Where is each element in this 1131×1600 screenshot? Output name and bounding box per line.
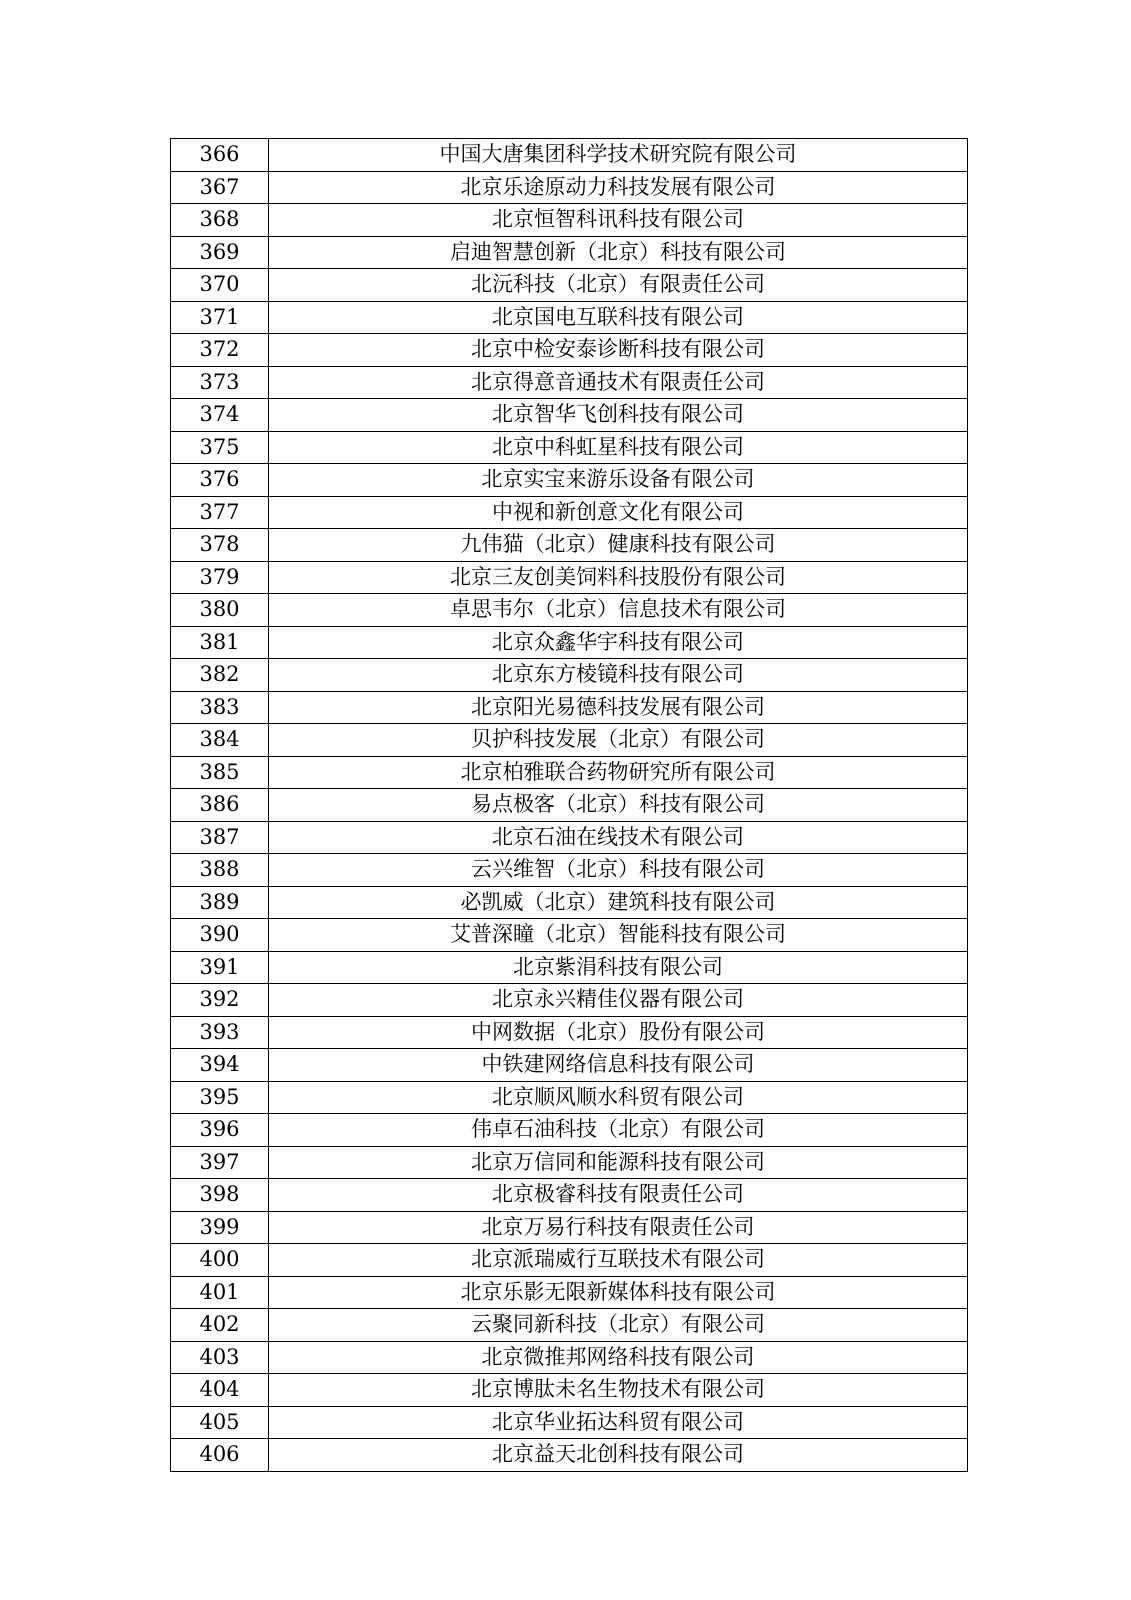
row-number-cell: 386 [171, 789, 269, 822]
table-row [171, 529, 968, 562]
company-name-cell: 北京恒智科讯科技有限公司 [269, 204, 968, 237]
row-number-cell: 374 [171, 399, 269, 432]
table-row [171, 1146, 968, 1179]
table-row [171, 561, 968, 594]
table-row [171, 464, 968, 497]
row-number-cell: 387 [171, 821, 269, 854]
company-name-cell: 北京得意音通技术有限责任公司 [269, 366, 968, 399]
row-number-cell: 368 [171, 204, 269, 237]
table-row [171, 1439, 968, 1472]
company-name-cell: 北京极睿科技有限责任公司 [269, 1179, 968, 1212]
company-name-cell: 易点极客（北京）科技有限公司 [269, 789, 968, 822]
table-row [171, 951, 968, 984]
company-name-cell: 北京实宝来游乐设备有限公司 [269, 464, 968, 497]
row-number-cell: 394 [171, 1049, 269, 1082]
company-name-cell: 北京东方棱镜科技有限公司 [269, 659, 968, 692]
company-name-cell: 北京紫涓科技有限公司 [269, 951, 968, 984]
company-name-cell: 北京派瑞威行互联技术有限公司 [269, 1244, 968, 1277]
company-name-cell: 中网数据（北京）股份有限公司 [269, 1016, 968, 1049]
row-number-cell: 391 [171, 951, 269, 984]
company-name-cell: 启迪智慧创新（北京）科技有限公司 [269, 236, 968, 269]
company-name-cell: 中国大唐集团科学技术研究院有限公司 [269, 139, 968, 172]
table-row [171, 1309, 968, 1342]
company-name-cell: 云兴维智（北京）科技有限公司 [269, 854, 968, 887]
row-number-cell: 369 [171, 236, 269, 269]
company-name-cell: 伟卓石油科技（北京）有限公司 [269, 1114, 968, 1147]
company-name-cell: 北京益天北创科技有限公司 [269, 1439, 968, 1472]
company-name-cell: 北京乐影无限新媒体科技有限公司 [269, 1276, 968, 1309]
row-number-cell: 385 [171, 756, 269, 789]
table-row [171, 399, 968, 432]
table-row [171, 1244, 968, 1277]
company-name-cell: 云聚同新科技（北京）有限公司 [269, 1309, 968, 1342]
table-row [171, 659, 968, 692]
company-name-cell: 北京乐途原动力科技发展有限公司 [269, 171, 968, 204]
row-number-cell: 393 [171, 1016, 269, 1049]
table-row [171, 1179, 968, 1212]
row-number-cell: 376 [171, 464, 269, 497]
table-row [171, 171, 968, 204]
table-row [171, 301, 968, 334]
row-number-cell: 398 [171, 1179, 269, 1212]
company-name-cell: 北京智华飞创科技有限公司 [269, 399, 968, 432]
company-name-cell: 北京石油在线技术有限公司 [269, 821, 968, 854]
table-row [171, 334, 968, 367]
company-name-cell: 北京永兴精佳仪器有限公司 [269, 984, 968, 1017]
table-row [171, 594, 968, 627]
table-row [171, 984, 968, 1017]
table-row [171, 1016, 968, 1049]
table-row [171, 236, 968, 269]
company-name-cell: 贝护科技发展（北京）有限公司 [269, 724, 968, 757]
table-row [171, 1374, 968, 1407]
row-number-cell: 396 [171, 1114, 269, 1147]
company-list-body [171, 139, 968, 1472]
company-name-cell: 北京万信同和能源科技有限公司 [269, 1146, 968, 1179]
row-number-cell: 381 [171, 626, 269, 659]
row-number-cell: 372 [171, 334, 269, 367]
row-number-cell: 370 [171, 269, 269, 302]
company-name-cell: 必凯威（北京）建筑科技有限公司 [269, 886, 968, 919]
row-number-cell: 389 [171, 886, 269, 919]
table-row [171, 854, 968, 887]
row-number-cell: 402 [171, 1309, 269, 1342]
row-number-cell: 397 [171, 1146, 269, 1179]
row-number-cell: 383 [171, 691, 269, 724]
company-name-cell: 北京阳光易德科技发展有限公司 [269, 691, 968, 724]
table-row [171, 789, 968, 822]
company-name-cell: 九伟猫（北京）健康科技有限公司 [269, 529, 968, 562]
company-name-cell: 北京万易行科技有限责任公司 [269, 1211, 968, 1244]
table-row [171, 1406, 968, 1439]
table-row [171, 626, 968, 659]
row-number-cell: 401 [171, 1276, 269, 1309]
table-row [171, 1211, 968, 1244]
table-row [171, 1341, 968, 1374]
row-number-cell: 395 [171, 1081, 269, 1114]
table-row [171, 919, 968, 952]
row-number-cell: 384 [171, 724, 269, 757]
company-name-cell: 北京众鑫华宇科技有限公司 [269, 626, 968, 659]
table-row [171, 1049, 968, 1082]
table-row [171, 496, 968, 529]
company-name-cell: 北京国电互联科技有限公司 [269, 301, 968, 334]
table-row [171, 366, 968, 399]
table-row [171, 269, 968, 302]
row-number-cell: 371 [171, 301, 269, 334]
company-name-cell: 卓思韦尔（北京）信息技术有限公司 [269, 594, 968, 627]
row-number-cell: 377 [171, 496, 269, 529]
table-row [171, 886, 968, 919]
row-number-cell: 405 [171, 1406, 269, 1439]
company-name-cell: 北京柏雅联合药物研究所有限公司 [269, 756, 968, 789]
row-number-cell: 400 [171, 1244, 269, 1277]
table-row [171, 139, 968, 172]
row-number-cell: 399 [171, 1211, 269, 1244]
company-name-cell: 北京中科虹星科技有限公司 [269, 431, 968, 464]
table-row [171, 1114, 968, 1147]
row-number-cell: 380 [171, 594, 269, 627]
company-name-cell: 中视和新创意文化有限公司 [269, 496, 968, 529]
table-row [171, 204, 968, 237]
row-number-cell: 382 [171, 659, 269, 692]
table-row [171, 1081, 968, 1114]
company-name-cell: 北沅科技（北京）有限责任公司 [269, 269, 968, 302]
row-number-cell: 366 [171, 139, 269, 172]
row-number-cell: 375 [171, 431, 269, 464]
company-name-cell: 中铁建网络信息科技有限公司 [269, 1049, 968, 1082]
row-number-cell: 379 [171, 561, 269, 594]
table-row [171, 821, 968, 854]
company-name-cell: 北京博肽未名生物技术有限公司 [269, 1374, 968, 1407]
row-number-cell: 390 [171, 919, 269, 952]
table-row [171, 724, 968, 757]
row-number-cell: 404 [171, 1374, 269, 1407]
table-row [171, 431, 968, 464]
row-number-cell: 406 [171, 1439, 269, 1472]
row-number-cell: 378 [171, 529, 269, 562]
company-name-cell: 北京三友创美饲料科技股份有限公司 [269, 561, 968, 594]
table-row [171, 691, 968, 724]
company-name-cell: 艾普深瞳（北京）智能科技有限公司 [269, 919, 968, 952]
company-name-cell: 北京顺风顺水科贸有限公司 [269, 1081, 968, 1114]
company-name-cell: 北京微推邦网络科技有限公司 [269, 1341, 968, 1374]
row-number-cell: 373 [171, 366, 269, 399]
row-number-cell: 403 [171, 1341, 269, 1374]
company-name-cell: 北京华业拓达科贸有限公司 [269, 1406, 968, 1439]
company-name-cell: 北京中检安泰诊断科技有限公司 [269, 334, 968, 367]
row-number-cell: 388 [171, 854, 269, 887]
row-number-cell: 367 [171, 171, 269, 204]
row-number-cell: 392 [171, 984, 269, 1017]
company-list-table [170, 138, 968, 1472]
table-row [171, 1276, 968, 1309]
table-row [171, 756, 968, 789]
